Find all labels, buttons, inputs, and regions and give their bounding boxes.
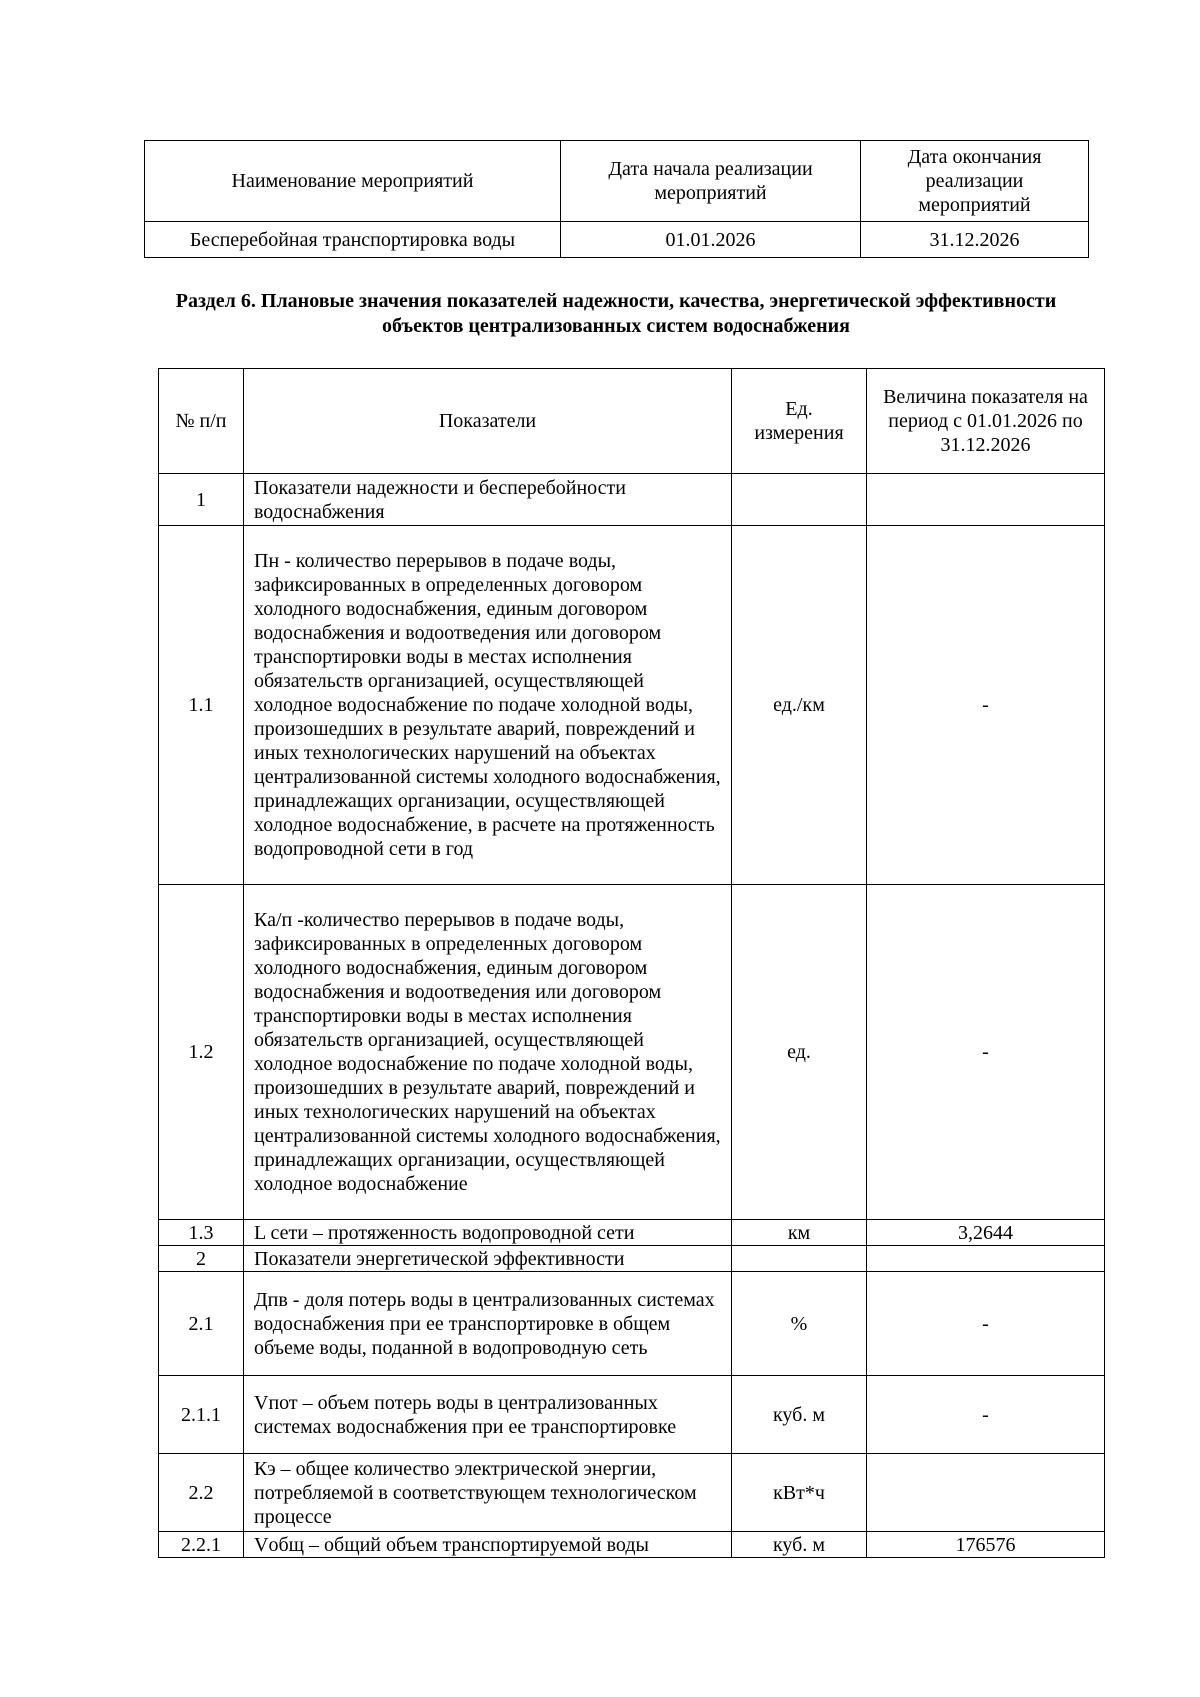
- table-row: [159, 1532, 1105, 1558]
- row-unit: кВт*ч: [732, 1454, 867, 1532]
- row-value: -: [867, 885, 1105, 1220]
- table-row: [159, 1246, 1105, 1272]
- event-start-date: 01.01.2026: [561, 222, 861, 258]
- row-value: -: [867, 1376, 1105, 1454]
- row-value: -: [867, 526, 1105, 885]
- row-indicator: Дпв - доля потерь воды в централизованных системах водоснабжения при ее транспортировке в общем объеме воды, поданной в водопроводную сеть: [244, 1272, 732, 1376]
- events-header-row: [145, 141, 1089, 222]
- row-unit: %: [732, 1272, 867, 1376]
- header-indicator: Показатели: [244, 369, 732, 474]
- row-value: -: [867, 1272, 1105, 1376]
- row-value: [867, 1454, 1105, 1532]
- row-num: 2.1.1: [159, 1376, 244, 1454]
- row-indicator: L сети – протяженность водопроводной сети: [244, 1220, 732, 1246]
- row-indicator: Показатели надежности и бесперебойности водоснабжения: [244, 474, 732, 526]
- section-title-line1: Раздел 6. Плановые значения показателей надежности, качества, энергетической эффективности: [175, 290, 1057, 312]
- events-header-name: Наименование мероприятий: [145, 141, 561, 222]
- row-num: 2.2.1: [159, 1532, 244, 1558]
- table-row: [159, 1454, 1105, 1532]
- event-end-date: 31.12.2026: [861, 222, 1089, 258]
- events-header-end-date: Дата окончания реализации мероприятий: [861, 141, 1089, 222]
- row-num: 2.1: [159, 1272, 244, 1376]
- row-value: [867, 474, 1105, 526]
- row-num: 1.2: [159, 885, 244, 1220]
- row-indicator: Пн - количество перерывов в подаче воды, зафиксированных в определенных договором холодного водоснабжения, единым договором водоснабжения и водоотведения или договором транспортировки воды в местах исполнения обязательств организацией, осуществляющей холодное водоснабжение по подаче холодной воды, произошедших в результате аварий, повреждений и иных технологических нарушений на объектах централизованной системы холодного водоснабжения, принадлежащих организации, осуществляющей холодное водоснабжение, в расчете на протяженность водопроводной сети в год: [244, 526, 732, 885]
- section-title-line2: объектов централизованных систем водоснабжения: [381, 315, 851, 337]
- table-row: [159, 1376, 1105, 1454]
- row-num: 2.2: [159, 1454, 244, 1532]
- indicators-header-row: [159, 369, 1105, 474]
- table-row: [159, 474, 1105, 526]
- row-unit: ед./км: [732, 526, 867, 885]
- table-row: [159, 1220, 1105, 1246]
- event-name: Бесперебойная транспортировка воды: [145, 222, 561, 258]
- row-num: 1.1: [159, 526, 244, 885]
- events-header-start-date: Дата начала реализации мероприятий: [561, 141, 861, 222]
- row-unit: куб. м: [732, 1376, 867, 1454]
- table-row: [159, 1272, 1105, 1376]
- row-indicator: Показатели энергетической эффективности: [244, 1246, 732, 1272]
- row-unit: куб. м: [732, 1532, 867, 1558]
- row-unit: км: [732, 1220, 867, 1246]
- table-row: [159, 885, 1105, 1220]
- row-indicator: Vобщ – общий объем транспортируемой воды: [244, 1532, 732, 1558]
- table-row: [159, 526, 1105, 885]
- indicators-table: [158, 368, 1105, 1558]
- row-value: 3,2644: [867, 1220, 1105, 1246]
- section-title: [120, 289, 1112, 339]
- events-table: [144, 140, 1089, 258]
- row-num: 1: [159, 474, 244, 526]
- header-value: Величина показателя на период с 01.01.2026 по 31.12.2026: [867, 369, 1105, 474]
- row-num: 2: [159, 1246, 244, 1272]
- row-value: 176576: [867, 1532, 1105, 1558]
- row-unit: [732, 474, 867, 526]
- row-unit: [732, 1246, 867, 1272]
- header-num: № п/п: [159, 369, 244, 474]
- row-indicator: Ка/п -количество перерывов в подаче воды, зафиксированных в определенных договором холодного водоснабжения, единым договором водоснабжения и водоотведения или договором транспортировки воды в местах исполнения обязательств организацией, осуществляющей холодное водоснабжение по подаче холодной воды, произошедших в результате аварий, повреждений и иных технологических нарушений на объектах централизованной системы холодного водоснабжения, принадлежащих организации, осуществляющей холодное водоснабжение: [244, 885, 732, 1220]
- row-value: [867, 1246, 1105, 1272]
- row-indicator: Vпот – объем потерь воды в централизованных системах водоснабжения при ее транспортировке: [244, 1376, 732, 1454]
- row-indicator: Кэ – общее количество электрической энергии, потребляемой в соответствующем технологическом процессе: [244, 1454, 732, 1532]
- row-unit: ед.: [732, 885, 867, 1220]
- row-num: 1.3: [159, 1220, 244, 1246]
- header-unit: Ед. измерения: [732, 369, 867, 474]
- events-row: [145, 222, 1089, 258]
